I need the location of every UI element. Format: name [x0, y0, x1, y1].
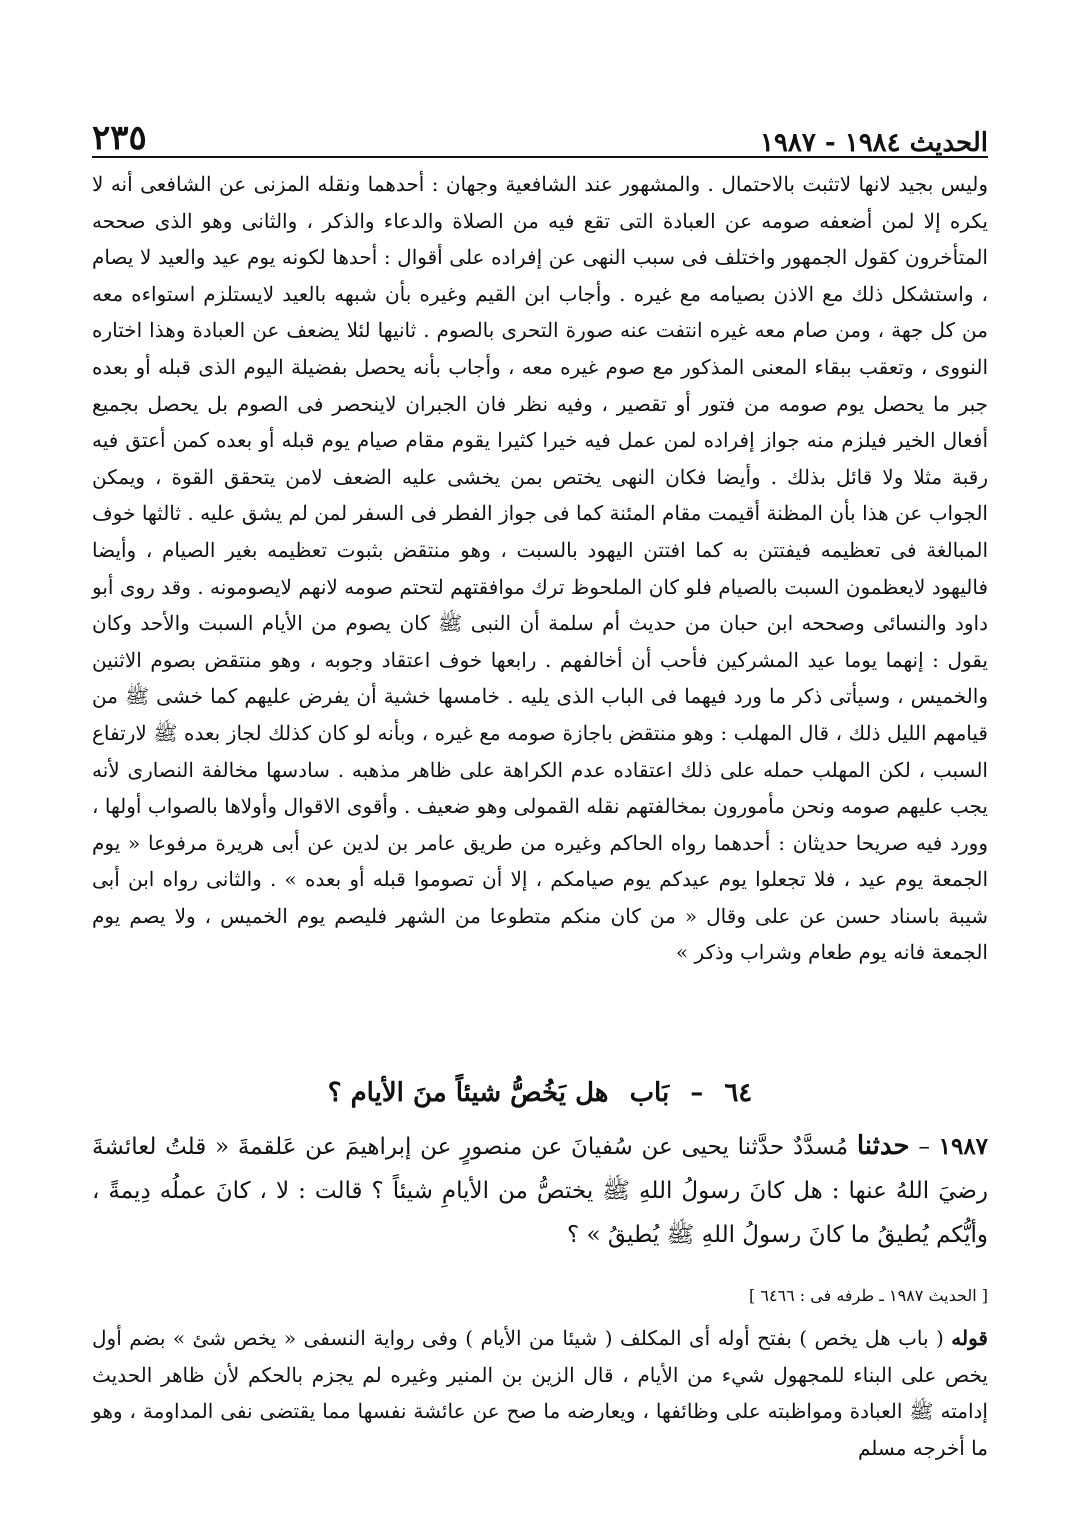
hadith-text: مُسدَّدٌ حدَّثنا يحيى عن سُفيانَ عن منصورٍ عن إبراهيمَ عن عَلقمةَ « قلتُ لعائشةَ رضيَ اللهُ عنها : هل كانَ رسولُ اللهِ ﷺ يختصُّ من الأيامِ شيئاً ؟ قالت : لا ، كانَ عملُه دِيمةً ، وأيُّكم يُطيقُ ما كانَ رسولُ اللهِ ﷺ يُطيقُ » ؟ [92, 1134, 988, 1248]
hadith-footnote: [ الحديث ١٩٨٧ ـ طرفه فى : ٦٤٦٦ ] [749, 1286, 988, 1305]
chapter-word: بَاب [629, 1078, 670, 1108]
tail-text: ( باب هل يخص ) بفتح أوله أى المكلف ( شيئا من الأيام ) وفى رواية النسفى « يخص شئ » بضم أول يخص على البناء للمجهول شيء من الأيام ، قال الزين بن المنير وغيره لم يجزم بالحكم لأن ظاهر الحديث إدامته ﷺ العبادة ومواظبته على وظائفها ، ويعارضه ما صح عن عائشة نفسها مما يقتضى نفى المداومة ، وهو ما أخرجه مسلم [92, 1326, 988, 1460]
chapter-dash: – [690, 1078, 704, 1108]
hadith-lead: حدثنا [856, 1131, 910, 1161]
commentary-paragraph: وليس بجيد لانها لاتثبت بالاحتمال . والمشهور عند الشافعية وجهان : أحدهما ونقله المزنى عن الشافعى أنه لا يكره إلا لمن أضعفه صومه عن العبادة التى تقع فيه من الصلاة والدعاء والذكر ، والثانى وهو الذى صححه المتأخرون كقول الجمهور واختلف فى سبب النهى عن إفراده على أقوال : أحدها لكونه يوم عيد والعيد لا يصام ، واستشكل ذلك مع الاذن بصيامه مع غيره . وأجاب ابن القيم وغيره بأن شبهه بالعيد لايستلزم استواءه معه من كل جهة ، ومن صام معه غيره انتفت عنه صورة التحرى بالصوم . ثانيها لئلا يضعف عن العبادة وهذا اختاره النووى ، وتعقب ببقاء المعنى المذكور مع صوم غيره معه ، وأجاب بأنه يحصل بفضيلة اليوم الذى قبله أو بعده جبر ما يحصل يوم صومه من فتور أو تقصير ، وفيه نظر فان الجبران لاينحصر فى الصوم بل يحصل بجميع أفعال الخير فيلزم منه جواز إفراده لمن عمل فيه خيرا كثيرا يقوم مقام صيام يوم قبله أو بعده كمن أعتق فيه رقبة مثلا ولا قائل بذلك . وأيضا فكان النهى يختص بمن يخشى عليه الضعف لامن يتحقق القوة ، ويمكن الجواب عن هذا بأن المظنة أقيمت مقام المئنة كما فى جواز الفطر فى السفر لمن لم يشق عليه . ثالثها خوف المبالغة فى تعظيمه فيفتتن به كما افتتن اليهود بالسبت ، وهو منتقض بثبوت تعظيمه بغير الصيام ، وأيضا فاليهود لايعظمون السبت بالصيام فلو كان الملحوظ ترك موافقتهم لتحتم صومه لانهم لايصومونه . وقد روى أبو داود والنسائى وصححه ابن حبان من حديث أم سلمة أن النبى ﷺ كان يصوم من الأيام السبت والأحد وكان يقول : إنهما يوما عيد المشركين فأحب أن أخالفهم . رابعها خوف اعتقاد وجوبه ، وهو منتقض بصوم الاثنين والخميس ، وسيأتى ذكر ما ورد فيهما فى الباب الذى يليه . خامسها خشية أن يفرض عليهم كما خشى ﷺ من قيامهم الليل ذلك ، قال المهلب : وهو منتقض باجازة صومه مع غيره ، وبأنه لو كان كذلك لجاز بعده ﷺ لارتفاع السبب ، لكن المهلب حمله على ذلك اعتقاده عدم الكراهة على ظاهر مذهبه . سادسها مخالفة النصارى لأنه يجب عليهم صومه ونحن مأمورون بمخالفتهم نقله القمولى وهو ضعيف . وأقوى الاقوال وأولاها بالصواب أولها ، وورد فيه صريحا حديثان : أحدهما رواه الحاكم وغيره من طريق عامر بن لدين عن أبى هريرة مرفوعا « يوم الجمعة يوم عيد ، فلا تجعلوا يوم عيدكم يوم صيامكم ، إلا أن تصوموا قبله أو بعده » . والثانى رواه ابن أبى شيبة باسناد حسن عن على وقال « من كان منكم متطوعا من الشهر فليصم يوم الخميس ، ولا يصم يوم الجمعة فانه يوم طعام وشراب وذكر » [92, 172, 989, 965]
running-head: الحديث ١٩٨٤ - ١٩٨٧ [759, 128, 988, 158]
page-header [92, 108, 988, 158]
chapter-heading [92, 1078, 988, 1108]
page-number: ٢٣٥ [92, 118, 147, 158]
hadith-block [92, 1124, 988, 1257]
tail-lead: قوله [951, 1326, 988, 1350]
hadith-dash: – [918, 1134, 930, 1160]
chapter-title: هل يَخُصُّ شيئاً منَ الأيام ؟ [327, 1078, 609, 1108]
hadith-number: ١٩٨٧ [938, 1133, 989, 1160]
chapter-number: ٦٤ [724, 1078, 753, 1108]
tail-commentary [92, 1320, 988, 1466]
header-rule [92, 156, 988, 158]
